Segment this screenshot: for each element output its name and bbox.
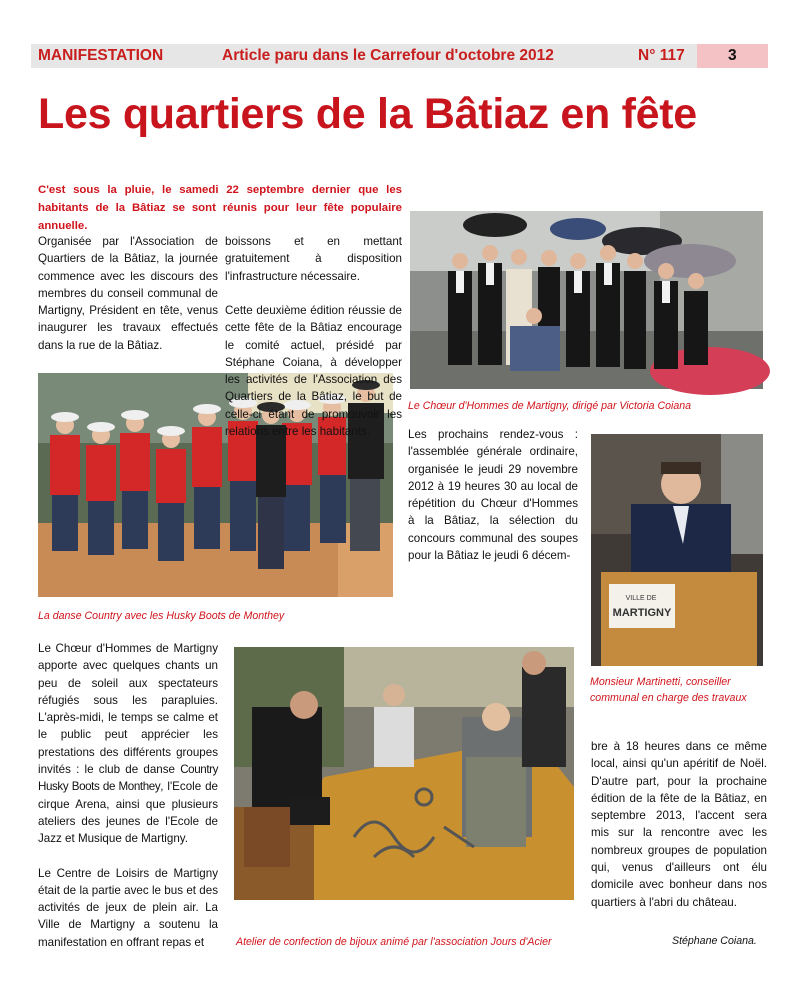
column-1-lower [38,640,218,951]
paragraph-intro: Organisée par l'Association de Quartiers de la Bâtiaz, la journée commence avec les discours des membres du conseil communal de Martigny, Président en tête, venus inaugurer les travaux effectués dans la rue de la Bâtiaz. [38,235,218,352]
lectern-sign-line1: VILLE DE [625,595,657,602]
paragraph-centre-loisirs: Le Centre de Loisirs de Martigny était de la partie avec le bus et des activités de jeux de plein air. La Ville de Martigny a soutenu la manifestation en offrant repas et [38,866,218,949]
section-label: MANIFESTATION [38,47,164,64]
paragraph-boissons: boissons et en mettant gratuitement à disposition l'infrastructure nécessaire. [225,235,402,283]
text-club-name: Country Husky Boots de Monthey [38,763,218,794]
column-2-cette-visible [225,302,402,439]
article-title: Les quartiers de la Bâtiaz en fête [38,90,697,138]
paragraph-choir-concert [38,640,218,848]
column-middle [408,426,578,564]
author-signature: Stéphane Coiana. [672,935,757,947]
text-choir-concert-a: Le Chœur d'Hommes de Martigny apporte avec quelques chants un peu de soleil aux spectateurs réfugiés sous les parapluies. L'après-midi, le temps se calme et le public peut apprécier les prestations des différents groupes invités : le club de danse [38,642,218,777]
caption-speaker: Monsieur Martinetti, conseiller communal en charge des travaux [590,676,747,704]
photo-speaker [591,434,763,666]
paragraph-closing: bre à 18 heures dans ce même local, ainsi qu'un apéritif de Noël. D'autre part, pour la prochaine édition de la fête de la Bâtiaz, en septembre 2013, l'accent sera mis sur la rencontre avec les nombreux groupes de population qui, venus d'ailleurs ont élu domicile avec bonheur dans nos quartiers à l'abri du château. [591,740,767,909]
page-number: 3 [728,47,737,64]
source-label: Article paru dans le Carrefour d'octobre 2012 [222,47,554,64]
paragraph-prochains: Les prochains rendez-vous : l'assemblée générale ordinaire, organisée le jeudi 29 novembre 2012 à 19 heures 30 au local de répétition du Chœur d'Hommes à la Bâtiaz, la sélection du concours communal des soupes pour la Bâtiaz le jeudi 6 décem- [408,428,578,563]
column-1-top [38,233,218,354]
paragraph-cette-start: Cette deuxième édition réussie de cette fête de la Bâtiaz encourage le comité actuel, présidé par Stéphane Coiana, à développer les activités de l'Association des Quartiers de la Bâtiaz, le but de celle-ci étant de promouvoir les relations entre les habitants. [225,304,402,439]
column-2-top [225,233,402,302]
issue-number: N° 117 [638,47,685,64]
photo-jewelry-workshop [234,647,574,900]
lectern-sign-line2: MARTIGNY [612,607,672,619]
caption-choir: Le Chœur d'Hommes de Martigny, dirigé par Victoria Coiana [408,400,692,412]
article-lead: C'est sous la pluie, le samedi 22 septembre dernier que les habitants de la Bâtiaz se sont réunis pour leur fête populaire annuelle. [38,184,402,232]
caption-dance: La danse Country avec les Husky Boots de Monthey [38,610,285,622]
photo-choir [410,211,763,389]
text-choir-concert-b: , l'Ecole de cirque Arena, ainsi que plusieurs ateliers des jeunes de l'Ecole de Jazz et Musique de Martigny. [38,780,218,846]
caption-workshop: Atelier de confection de bijoux animé par l'association Jours d'Acier [236,936,552,948]
column-3-lower [591,738,767,911]
